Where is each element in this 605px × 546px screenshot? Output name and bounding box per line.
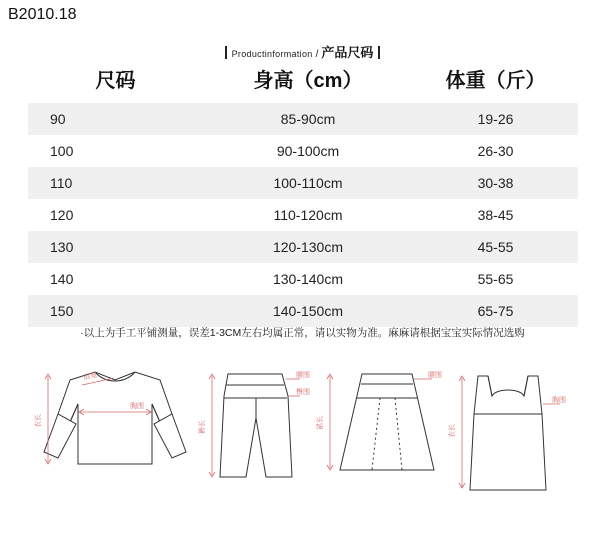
cell-weight: 65-75 xyxy=(413,295,578,327)
measurement-note: ·以上为手工平铺测量，误差1-3CM左右均属正常，请以实物为准。麻麻请根据宝宝实际情况选购 xyxy=(80,327,525,339)
label-top-length: 衣长 xyxy=(35,414,42,428)
cell-weight: 55-65 xyxy=(413,263,578,295)
label-pant-length: 裤长 xyxy=(199,420,206,434)
cell-height: 85-90cm xyxy=(203,103,413,135)
cell-size: 130 xyxy=(28,231,203,263)
cell-size: 140 xyxy=(28,263,203,295)
label-dress-length: 衣长 xyxy=(449,424,456,438)
cell-height: 110-120cm xyxy=(203,199,413,231)
column-header-height: 身高（cm） xyxy=(253,70,363,92)
header-cn-label: 产品尺码 xyxy=(321,45,374,60)
label-skirt-waist: 腰围 xyxy=(428,372,442,379)
table-row xyxy=(28,167,578,199)
table-row xyxy=(28,263,578,295)
cell-weight: 38-45 xyxy=(413,199,578,231)
cell-size: 90 xyxy=(28,103,203,135)
size-table xyxy=(28,58,578,327)
label-dress-chest: 胸围 xyxy=(552,397,566,404)
label-skirt-length: 裙长 xyxy=(317,416,324,430)
table-row xyxy=(28,295,578,327)
label-shoulder-width: 肩宽 xyxy=(82,371,99,382)
label-chest: 胸围 xyxy=(130,403,144,410)
cell-size: 150 xyxy=(28,295,203,327)
cell-weight: 45-55 xyxy=(413,231,578,263)
cell-height: 90-100cm xyxy=(203,135,413,167)
cell-size: 100 xyxy=(28,135,203,167)
header-separator: / xyxy=(315,49,319,60)
diagram-pants xyxy=(197,370,310,477)
diagram-top xyxy=(33,370,186,464)
cell-weight: 30-38 xyxy=(413,167,578,199)
table-header-row xyxy=(28,58,578,103)
diagram-skirt xyxy=(315,370,442,470)
cell-size: 120 xyxy=(28,199,203,231)
label-hip: 臀围 xyxy=(296,389,310,396)
cell-height: 140-150cm xyxy=(203,295,413,327)
header-en-label: Productinformation xyxy=(231,49,313,59)
cell-height: 120-130cm xyxy=(203,231,413,263)
table-row xyxy=(28,199,578,231)
column-header-weight: 体重（斤） xyxy=(445,70,546,92)
cell-height: 130-140cm xyxy=(203,263,413,295)
table-row xyxy=(28,135,578,167)
garment-diagrams xyxy=(0,352,605,542)
product-code: B2010.18 xyxy=(8,6,77,23)
cell-weight: 26-30 xyxy=(413,135,578,167)
column-header-size: 尺码 xyxy=(95,70,136,92)
cell-size: 110 xyxy=(28,167,203,199)
table-row xyxy=(28,103,578,135)
label-waist: 腰围 xyxy=(296,372,310,379)
table-row xyxy=(28,231,578,263)
cell-weight: 19-26 xyxy=(413,103,578,135)
cell-height: 100-110cm xyxy=(203,167,413,199)
diagram-dress xyxy=(447,376,566,490)
